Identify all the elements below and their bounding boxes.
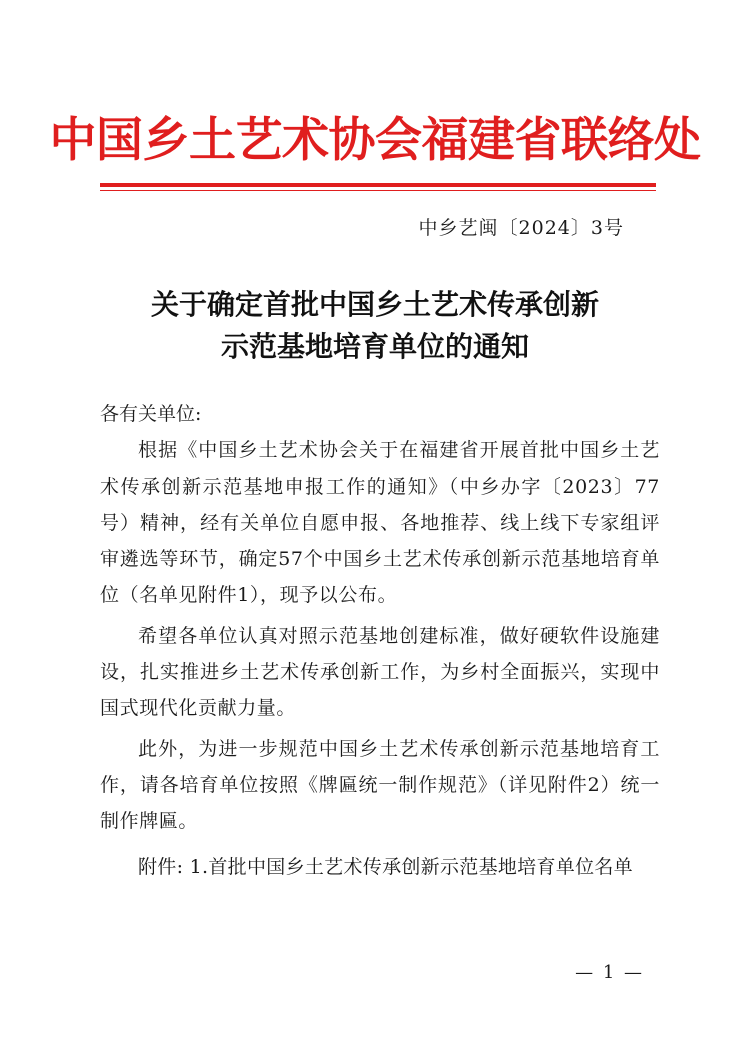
page-number: — 1 — (575, 962, 644, 983)
attachment-line: 附件: 1.首批中国乡土艺术传承创新示范基地培育单位名单 (138, 856, 633, 878)
document-number: 中乡艺闽〔2024〕3号 (418, 217, 624, 239)
body-paragraph-1: 根据《中国乡土艺术协会关于在福建省开展首批中国乡土艺术传承创新示范基地申报工作的通知》（中乡办字〔2023〕77号）精神，经有关单位自愿申报、各地推荐、线上线下专家组评审遴选等环节，确定57个中国乡土艺术传承创新示范基地培育单位（名单见附件1），现予以公布。 (100, 439, 660, 607)
body-paragraph-3: 此外，为进一步规范中国乡土艺术传承创新示范基地培育工作，请各培育单位按照《牌匾统一制作规范》（详见附件2）统一制作牌匾。 (100, 737, 660, 833)
document-title (0, 284, 750, 368)
header-red-rule-thick (100, 183, 656, 187)
document-title-line-2: 示范基地培育单位的通知 (220, 330, 529, 363)
organization-header: 中国乡土艺术协会福建省联络处 (49, 113, 701, 168)
document-title-line-1: 关于确定首批中国乡土艺术传承创新 (150, 288, 599, 321)
document-body (100, 396, 660, 840)
body-paragraph-2: 希望各单位认真对照示范基地创建标准，做好硬软件设施建设，扎实推进乡土艺术传承创新工作，为乡村全面振兴，实现中国式现代化贡献力量。 (100, 624, 660, 720)
salutation: 各有关单位: (100, 403, 202, 425)
header-red-rule-thin (100, 190, 656, 191)
